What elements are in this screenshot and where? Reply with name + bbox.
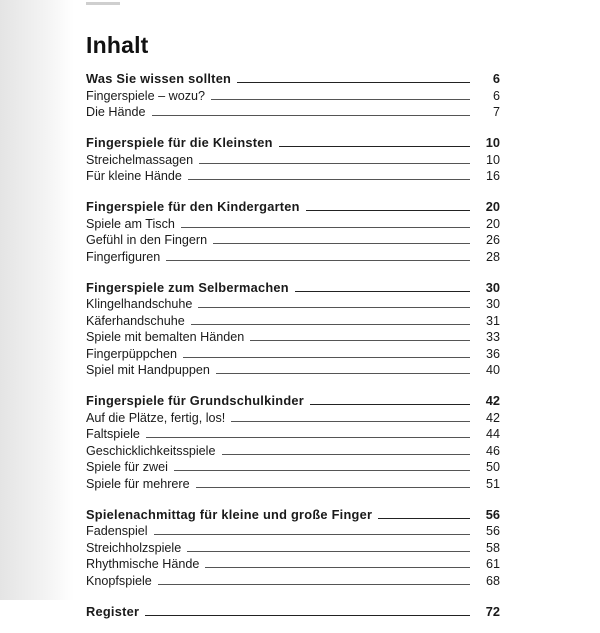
leader-line <box>222 454 471 455</box>
leader-line <box>198 307 470 308</box>
toc-entry-page-number: 33 <box>485 330 500 344</box>
toc-entry[interactable] <box>86 345 500 362</box>
leader-line <box>213 243 470 244</box>
toc-entry-label: Knopfspiele <box>86 573 152 588</box>
toc-entry-page-number: 46 <box>485 443 500 458</box>
leader-line <box>196 487 470 488</box>
toc-entry-page-number: 42 <box>485 410 500 425</box>
toc-entry-page-number: 20 <box>485 216 500 231</box>
toc-section <box>86 602 500 620</box>
toc-entry-page-number: 30 <box>485 297 500 311</box>
toc-entry-label: Geschicklichkeitsspiele <box>86 443 216 458</box>
toc-entry-label: Fadenspiel <box>86 524 148 538</box>
leader-line <box>250 340 470 341</box>
toc-entry-label: Rhythmische Hände <box>86 557 200 571</box>
toc-heading[interactable] <box>86 505 500 523</box>
leader-line <box>145 615 470 616</box>
toc-entry-label: Käferhandschuhe <box>86 313 185 328</box>
leader-line <box>188 179 470 180</box>
toc-entry[interactable] <box>86 168 500 185</box>
toc-entry[interactable] <box>86 572 500 589</box>
toc-heading-page-number: 6 <box>492 71 500 86</box>
leader-line <box>152 115 470 116</box>
scan-mark <box>86 2 120 5</box>
toc-section <box>86 69 500 120</box>
toc-entry-page-number: 7 <box>492 105 500 119</box>
toc-entry-page-number: 6 <box>492 88 500 103</box>
toc-entry-label: Fingerpüppchen <box>86 346 178 361</box>
toc-heading-page-number: 42 <box>485 393 500 408</box>
toc-heading-label: Fingerspiele für den Kindergarten <box>86 199 300 214</box>
toc-entry[interactable] <box>86 215 500 232</box>
toc-heading[interactable] <box>86 278 500 296</box>
toc-heading-page-number: 20 <box>485 199 500 214</box>
toc-entry-page-number: 31 <box>485 313 500 328</box>
toc-entry-label: Spiele am Tisch <box>86 216 175 231</box>
toc-heading-label: Fingerspiele für Grundschulkinder <box>86 393 305 408</box>
toc-section <box>86 278 500 379</box>
leader-line <box>187 551 470 552</box>
toc-heading[interactable] <box>86 69 500 87</box>
leader-line <box>181 227 470 228</box>
toc-heading-label: Register <box>86 603 140 619</box>
toc-heading[interactable] <box>86 391 500 409</box>
leader-line <box>183 357 470 358</box>
toc-entry-page-number: 40 <box>485 363 500 377</box>
toc-entry-page-number: 26 <box>485 233 500 247</box>
toc-entry-label: Spiele für mehrere <box>86 476 190 491</box>
toc-entry[interactable] <box>86 329 500 346</box>
leader-line <box>158 584 470 585</box>
page-edge-shadow <box>0 0 74 600</box>
toc-heading-label: Spielenachmittag für kleine und große Finger <box>86 506 373 522</box>
toc-entry[interactable] <box>86 232 500 249</box>
leader-line <box>310 404 470 405</box>
page-title: Inhalt <box>86 32 149 58</box>
toc-heading-label: Fingerspiele für die Kleinsten <box>86 135 273 150</box>
leader-line <box>237 82 470 83</box>
toc-entry[interactable] <box>86 459 500 476</box>
toc-entry[interactable] <box>86 426 500 443</box>
toc-entry[interactable] <box>86 151 500 168</box>
leader-line <box>295 291 470 292</box>
toc-entry-label: Die Hände <box>86 105 146 119</box>
leader-line <box>191 324 470 325</box>
leader-line <box>216 373 470 374</box>
toc-entry[interactable] <box>86 523 500 540</box>
toc-section <box>86 505 500 589</box>
toc-entry-label: Für kleine Hände <box>86 169 182 183</box>
toc-entry-label: Streichholzspiele <box>86 540 182 555</box>
toc-entry-label: Klingelhandschuhe <box>86 297 193 311</box>
toc-entry[interactable] <box>86 312 500 329</box>
toc-entry-label: Spiel mit Handpuppen <box>86 363 210 377</box>
toc-entry-page-number: 36 <box>485 346 500 361</box>
toc-entry-page-number: 44 <box>485 427 500 441</box>
toc-entry-page-number: 50 <box>485 460 500 474</box>
toc-entry-label: Auf die Plätze, fertig, los! <box>86 410 226 425</box>
toc-entry-page-number: 56 <box>485 524 500 538</box>
toc-entry[interactable] <box>86 409 500 426</box>
toc-heading-page-number: 72 <box>485 603 500 619</box>
toc-entry-page-number: 16 <box>485 169 500 183</box>
toc-entry-label: Streichelmassagen <box>86 152 194 167</box>
toc-entry-page-number: 68 <box>485 573 500 588</box>
leader-line <box>211 99 470 100</box>
leader-line <box>154 534 470 535</box>
toc-entry-label: Fingerspiele – wozu? <box>86 88 206 103</box>
toc-entry[interactable] <box>86 539 500 556</box>
leader-line <box>279 146 470 147</box>
toc-entry-page-number: 58 <box>485 540 500 555</box>
toc-entry-label: Faltspiele <box>86 427 140 441</box>
toc-heading-page-number: 56 <box>485 506 500 522</box>
leader-line <box>174 470 470 471</box>
toc-heading-page-number: 30 <box>485 279 500 295</box>
toc-heading[interactable] <box>86 133 500 151</box>
table-of-contents <box>86 32 500 633</box>
toc-entry[interactable] <box>86 248 500 265</box>
toc-entry[interactable] <box>86 104 500 121</box>
toc-entry[interactable] <box>86 87 500 104</box>
toc-entry-label: Gefühl in den Fingern <box>86 233 208 247</box>
leader-line <box>199 163 470 164</box>
toc-entry-label: Spiele mit bemalten Händen <box>86 330 245 344</box>
toc-entry[interactable] <box>86 442 500 459</box>
toc-heading-label: Fingerspiele zum Selbermachen <box>86 279 289 295</box>
toc-entry[interactable] <box>86 296 500 313</box>
toc-section <box>86 133 500 184</box>
toc-heading-page-number: 10 <box>485 135 500 150</box>
toc-entry[interactable] <box>86 475 500 492</box>
toc-section <box>86 391 500 492</box>
leader-line <box>306 210 470 211</box>
toc-entry-page-number: 61 <box>485 557 500 571</box>
leader-line <box>205 567 470 568</box>
toc-entry-page-number: 10 <box>485 152 500 167</box>
toc-entry[interactable] <box>86 556 500 573</box>
toc-entry-label: Fingerfiguren <box>86 249 161 264</box>
toc-entry[interactable] <box>86 362 500 379</box>
toc-entry-label: Spiele für zwei <box>86 460 168 474</box>
toc-entry-page-number: 28 <box>485 249 500 264</box>
leader-line <box>166 260 470 261</box>
toc-entry-page-number: 51 <box>485 476 500 491</box>
leader-line <box>378 518 470 519</box>
toc-sections <box>86 69 500 620</box>
toc-heading[interactable] <box>86 197 500 215</box>
toc-section <box>86 197 500 265</box>
toc-heading-label: Was Sie wissen sollten <box>86 71 232 86</box>
leader-line <box>146 437 470 438</box>
toc-heading[interactable] <box>86 602 500 620</box>
leader-line <box>231 421 470 422</box>
